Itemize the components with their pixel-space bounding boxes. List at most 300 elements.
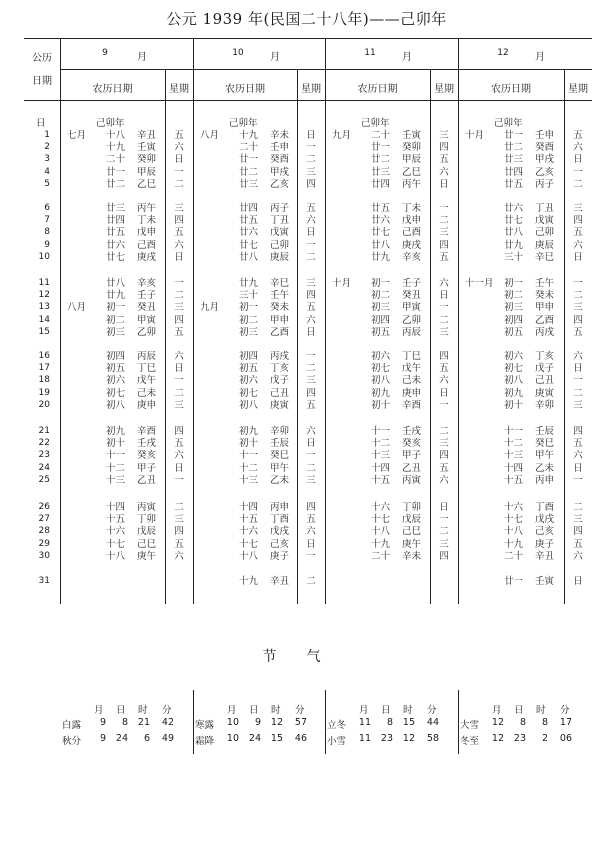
jieqi-value: 9 xyxy=(254,717,261,728)
day-header: 日 xyxy=(36,118,46,129)
ganzhi: 乙丑 xyxy=(137,474,157,486)
weekday: 一 xyxy=(174,166,184,178)
lunar-day: 十九 xyxy=(239,130,259,141)
ganzhi: 乙巳 xyxy=(137,178,157,190)
jieqi-divider xyxy=(458,690,459,754)
jieqi-header: 分 xyxy=(295,705,305,716)
lunar-day: 廿六 xyxy=(504,203,524,214)
lunar-day: 十七 xyxy=(504,514,524,526)
weekday: 五 xyxy=(174,130,184,141)
weekday: 五 xyxy=(573,227,583,239)
ganzhi: 戊子 xyxy=(270,375,290,387)
ganzhi: 丙寅 xyxy=(402,474,422,486)
weekday: 六 xyxy=(174,450,184,462)
lunar-day: 十二 xyxy=(371,438,391,450)
ganzhi: 戊申 xyxy=(137,227,157,239)
month-divider xyxy=(458,38,459,604)
weekday: 日 xyxy=(174,251,184,263)
jieqi-value: 49 xyxy=(161,733,174,744)
lunar-day: 十九 xyxy=(504,538,524,550)
ganzhi: 丁未 xyxy=(402,203,422,214)
jieqi-header: 月 xyxy=(492,705,502,716)
weekday: 二 xyxy=(573,290,583,302)
ganzhi: 庚辰 xyxy=(270,251,290,263)
lunar-day: 初五 xyxy=(504,326,524,338)
lunar-day: 十五 xyxy=(106,514,126,526)
lunar-day: 廿八 xyxy=(106,278,126,289)
weekday: 五 xyxy=(573,438,583,450)
ganzhi: 壬寅 xyxy=(402,130,422,141)
ganzhi: 丁丑 xyxy=(535,203,555,214)
lunar-day: 廿一 xyxy=(371,142,391,154)
weekday-header: 星期 xyxy=(568,84,588,95)
lunar-day: 初三 xyxy=(106,326,126,338)
lunar-day: 廿五 xyxy=(371,203,391,214)
ganzhi: 癸酉 xyxy=(270,154,290,166)
jieqi-value: 58 xyxy=(426,733,439,744)
jieqi-header: 时 xyxy=(271,705,281,716)
weekday: 四 xyxy=(174,314,184,326)
weekday: 二 xyxy=(573,387,583,399)
jieqi-value: 8 xyxy=(519,717,526,728)
ganzhi: 癸卯 xyxy=(402,142,422,154)
weekday: 三 xyxy=(174,203,184,214)
weekday: 五 xyxy=(306,514,316,526)
ganzhi: 丁巳 xyxy=(137,363,157,375)
jieqi-value: 2 xyxy=(541,733,548,744)
weekday: 日 xyxy=(573,251,583,263)
weekday: 一 xyxy=(174,375,184,387)
jieqi-value: 8 xyxy=(386,717,393,728)
lunar-day: 十六 xyxy=(371,502,391,513)
jieqi-header: 月 xyxy=(94,705,104,716)
weekday: 三 xyxy=(439,538,449,550)
lunar-day: 十一 xyxy=(106,450,126,462)
ganzhi: 庚午 xyxy=(402,538,422,550)
lunar-day: 初七 xyxy=(239,387,259,399)
month-suffix: 月 xyxy=(402,52,412,63)
lunar-day: 十三 xyxy=(106,474,126,486)
weekday: 三 xyxy=(306,375,316,387)
ganzhi: 甲申 xyxy=(270,314,290,326)
lunar-day: 初五 xyxy=(106,363,126,375)
weekday: 五 xyxy=(174,326,184,338)
lunar-day: 二十 xyxy=(504,550,524,562)
ganzhi: 己丑 xyxy=(535,375,555,387)
lunar-month-marker: 七月 xyxy=(67,130,87,141)
ganzhi: 癸丑 xyxy=(402,290,422,302)
jieqi-value: 12 xyxy=(491,733,504,744)
weekday: 日 xyxy=(573,462,583,474)
weekday: 四 xyxy=(306,502,316,513)
lunar-day: 十六 xyxy=(504,502,524,513)
lunar-day: 初六 xyxy=(106,375,126,387)
weekday-header: 星期 xyxy=(434,84,454,95)
weekday: 一 xyxy=(306,239,316,251)
ganzhi: 戊午 xyxy=(402,363,422,375)
lunar-date-header: 农历日期 xyxy=(491,84,531,95)
weekday: 一 xyxy=(439,399,449,411)
ganzhi: 己亥 xyxy=(535,526,555,538)
lunar-day: 初二 xyxy=(106,314,126,326)
lunar-day: 初二 xyxy=(371,290,391,302)
weekday: 四 xyxy=(573,314,583,326)
weekday: 一 xyxy=(306,550,316,562)
day-number: 10 xyxy=(38,251,50,262)
lunar-day: 廿二 xyxy=(239,166,259,178)
lunar-day: 廿六 xyxy=(106,239,126,251)
ganzhi: 丁未 xyxy=(137,215,157,227)
ganzhi: 癸未 xyxy=(270,302,290,314)
ganzhi: 己巳 xyxy=(137,538,157,550)
corner-label-bottom: 日期 xyxy=(32,76,52,87)
lunar-day: 十五 xyxy=(504,474,524,486)
lunar-day: 廿五 xyxy=(106,227,126,239)
jieqi-value: 12 xyxy=(270,717,283,728)
lunar-day: 十八 xyxy=(106,550,126,562)
ganzhi: 丙戌 xyxy=(535,326,555,338)
day-number: 26 xyxy=(38,502,50,512)
jieqi-name: 霜降 xyxy=(195,736,215,747)
weekday: 日 xyxy=(306,438,316,450)
weekday: 二 xyxy=(174,178,184,190)
weekday: 六 xyxy=(439,375,449,387)
lunar-date-header: 农历日期 xyxy=(92,84,133,95)
lunar-day: 初四 xyxy=(239,351,259,362)
weekday: 日 xyxy=(573,363,583,375)
day-number: 7 xyxy=(44,215,50,226)
day-number: 12 xyxy=(38,290,50,301)
ganzhi: 戊辰 xyxy=(137,526,157,538)
ganzhi: 丙子 xyxy=(535,178,555,190)
lunar-day: 十三 xyxy=(504,450,524,462)
lunar-day: 初十 xyxy=(504,399,524,411)
lunar-day: 十一 xyxy=(504,426,524,437)
weekday: 三 xyxy=(174,302,184,314)
month-suffix: 月 xyxy=(270,52,280,63)
weekday: 三 xyxy=(439,438,449,450)
corner-label-top: 公历 xyxy=(32,53,52,64)
lunar-day: 二十 xyxy=(371,550,391,562)
jieqi-name: 立冬 xyxy=(327,720,347,731)
weekday: 六 xyxy=(573,550,583,562)
ganzhi: 乙酉 xyxy=(270,326,290,338)
weekday: 四 xyxy=(306,290,316,302)
ganzhi: 乙亥 xyxy=(535,166,555,178)
jieqi-value: 8 xyxy=(121,717,128,728)
day-number: 20 xyxy=(38,399,50,410)
lunar-day: 二十 xyxy=(239,142,259,154)
day-number: 19 xyxy=(38,387,50,398)
ganzhi: 甲午 xyxy=(535,450,555,462)
ganzhi: 丁酉 xyxy=(535,502,555,513)
ganzhi: 癸亥 xyxy=(402,438,422,450)
ganzhi: 甲辰 xyxy=(402,154,422,166)
weekday: 一 xyxy=(573,474,583,486)
day-number: 21 xyxy=(38,426,50,436)
weekday: 六 xyxy=(573,142,583,154)
lunar-day: 初十 xyxy=(106,438,126,450)
weekday: 三 xyxy=(573,203,583,214)
weekday: 六 xyxy=(174,351,184,362)
lunar-month-marker: 十一月 xyxy=(465,278,494,289)
ganzhi: 辛未 xyxy=(402,550,422,562)
lunar-day: 初四 xyxy=(504,314,524,326)
lunar-day: 廿二 xyxy=(504,142,524,154)
weekday: 六 xyxy=(174,239,184,251)
ganzhi: 辛亥 xyxy=(402,251,422,263)
day-number: 30 xyxy=(38,550,50,561)
ganzhi: 辛亥 xyxy=(137,278,157,289)
jieqi-title: 节气 xyxy=(262,649,351,665)
lunar-day: 初二 xyxy=(239,314,259,326)
lunar-day: 十四 xyxy=(106,502,126,513)
lunar-day: 初一 xyxy=(239,302,259,314)
weekday: 三 xyxy=(306,278,316,289)
lunar-day: 廿七 xyxy=(504,215,524,227)
ganzhi: 壬申 xyxy=(535,130,555,141)
ganzhi: 丁卯 xyxy=(402,502,422,513)
weekday: 一 xyxy=(306,142,316,154)
weekday: 四 xyxy=(439,450,449,462)
ganzhi: 丙申 xyxy=(270,502,290,513)
weekday: 三 xyxy=(573,302,583,314)
weekday: 四 xyxy=(174,426,184,437)
ganzhi: 甲辰 xyxy=(137,166,157,178)
day-number: 18 xyxy=(38,375,50,386)
ganzhi: 乙卯 xyxy=(137,326,157,338)
weekday: 日 xyxy=(306,130,316,141)
ganzhi: 丙戌 xyxy=(270,351,290,362)
jieqi-value: 12 xyxy=(402,733,415,744)
lunar-day: 廿五 xyxy=(239,215,259,227)
lunar-day: 十八 xyxy=(504,526,524,538)
jieqi-value: 57 xyxy=(294,717,307,728)
lunar-date-header: 农历日期 xyxy=(357,84,398,95)
day-number: 24 xyxy=(38,462,50,473)
weekday: 二 xyxy=(439,215,449,227)
weekday: 四 xyxy=(573,215,583,227)
weekday: 六 xyxy=(174,142,184,154)
weekday: 四 xyxy=(573,426,583,437)
lunar-month-marker: 九月 xyxy=(200,302,220,314)
ganzhi: 丁卯 xyxy=(137,514,157,526)
jieqi-header: 分 xyxy=(427,705,437,716)
month-number: 11 xyxy=(364,48,376,58)
lunar-day: 廿三 xyxy=(371,166,391,178)
weekday: 二 xyxy=(306,251,316,263)
ganzhi: 庚戌 xyxy=(137,251,157,263)
ganzhi: 庚申 xyxy=(402,387,422,399)
lunar-day: 十八 xyxy=(239,550,259,562)
jieqi-value: 44 xyxy=(426,717,439,728)
ganzhi: 己卯 xyxy=(270,239,290,251)
day-number: 1 xyxy=(44,130,50,140)
weekday: 一 xyxy=(174,474,184,486)
weekday: 二 xyxy=(439,314,449,326)
lunar-date-header: 农历日期 xyxy=(225,84,265,95)
jieqi-value: 11 xyxy=(358,717,371,728)
jieqi-name: 冬至 xyxy=(460,736,480,747)
lunar-day: 初二 xyxy=(504,290,524,302)
lunar-day: 廿四 xyxy=(239,203,259,214)
month-suffix: 月 xyxy=(137,52,147,63)
ganzhi: 甲午 xyxy=(270,462,290,474)
weekday: 六 xyxy=(174,550,184,562)
day-number: 16 xyxy=(38,351,50,361)
lunar-day: 十二 xyxy=(106,462,126,474)
ganzhi: 辛未 xyxy=(270,130,290,141)
lunar-day: 廿一 xyxy=(504,130,524,141)
weekday: 日 xyxy=(306,538,316,550)
weekday: 六 xyxy=(439,278,449,289)
ganzhi: 壬申 xyxy=(270,142,290,154)
lunar-day: 十七 xyxy=(239,538,259,550)
lunar-day: 初九 xyxy=(504,387,524,399)
jieqi-value: 11 xyxy=(358,733,371,744)
lunar-day: 初九 xyxy=(371,387,391,399)
lunar-day: 初三 xyxy=(239,326,259,338)
lunar-day: 初十 xyxy=(239,438,259,450)
lunar-day: 廿二 xyxy=(106,178,126,190)
lunar-day: 初一 xyxy=(371,278,391,289)
lunar-day: 十七 xyxy=(371,514,391,526)
jieqi-value: 12 xyxy=(491,717,504,728)
lunar-day: 廿四 xyxy=(504,166,524,178)
jieqi-value: 06 xyxy=(559,733,572,744)
lunar-day: 二十 xyxy=(106,154,126,166)
jieqi-header: 时 xyxy=(138,705,148,716)
header-bottom-rule xyxy=(24,100,592,101)
weekday: 二 xyxy=(306,462,316,474)
ganzhi: 辛丑 xyxy=(535,550,555,562)
lunar-day: 初四 xyxy=(371,314,391,326)
ganzhi: 壬子 xyxy=(402,278,422,289)
ganzhi: 癸未 xyxy=(535,290,555,302)
jieqi-value: 8 xyxy=(541,717,548,728)
ganzhi: 壬寅 xyxy=(535,576,555,587)
day-number: 5 xyxy=(44,178,50,189)
jieqi-divider xyxy=(325,690,326,754)
day-number: 25 xyxy=(38,474,50,485)
ganzhi: 庚子 xyxy=(270,550,290,562)
ganzhi: 壬午 xyxy=(535,278,555,289)
ganzhi: 庚寅 xyxy=(270,399,290,411)
lunar-day: 廿五 xyxy=(504,178,524,190)
jieqi-header: 分 xyxy=(560,705,570,716)
jieqi-value: 9 xyxy=(99,733,106,744)
lunar-day: 十九 xyxy=(371,538,391,550)
weekday: 日 xyxy=(439,502,449,513)
ganzhi: 戊戌 xyxy=(535,514,555,526)
ganzhi: 丙申 xyxy=(535,474,555,486)
weekday: 日 xyxy=(306,227,316,239)
weekday: 五 xyxy=(306,302,316,314)
weekday: 六 xyxy=(439,166,449,178)
ganzhi: 乙卯 xyxy=(402,314,422,326)
day-number: 9 xyxy=(44,239,50,250)
lunar-day: 十三 xyxy=(239,474,259,486)
lunar-day: 十九 xyxy=(106,142,126,154)
weekday: 三 xyxy=(439,130,449,141)
lunar-day: 初八 xyxy=(371,375,391,387)
lunar-day: 十八 xyxy=(371,526,391,538)
lunar-day: 初八 xyxy=(239,399,259,411)
ganzhi: 壬戌 xyxy=(402,426,422,437)
ganzhi: 甲戌 xyxy=(535,154,555,166)
lunar-day: 初一 xyxy=(504,278,524,289)
jieqi-header: 分 xyxy=(162,705,172,716)
lunar-day: 廿七 xyxy=(239,239,259,251)
jieqi-value: 23 xyxy=(513,733,526,744)
ganzhi: 癸酉 xyxy=(535,142,555,154)
ganzhi: 戊子 xyxy=(535,363,555,375)
weekday: 二 xyxy=(573,502,583,513)
weekday: 一 xyxy=(573,166,583,178)
lunar-day: 廿一 xyxy=(239,154,259,166)
weekday: 日 xyxy=(174,363,184,375)
lunar-month-marker: 十月 xyxy=(465,130,485,141)
lunar-day: 十七 xyxy=(106,538,126,550)
ganzhi: 壬戌 xyxy=(137,438,157,450)
jieqi-header: 月 xyxy=(359,705,369,716)
day-number: 3 xyxy=(44,154,50,165)
lunar-day: 初七 xyxy=(504,363,524,375)
ganzhi: 壬子 xyxy=(137,290,157,302)
ganzhi: 戊寅 xyxy=(535,215,555,227)
ganzhi: 甲寅 xyxy=(402,302,422,314)
ganzhi: 丁亥 xyxy=(535,351,555,362)
ganzhi: 庚戌 xyxy=(402,239,422,251)
ganzhi: 戊寅 xyxy=(270,227,290,239)
weekday: 四 xyxy=(174,526,184,538)
year-label: 己卯年 xyxy=(494,118,523,129)
lunar-month-marker: 十月 xyxy=(332,278,352,289)
ganzhi: 丙寅 xyxy=(137,502,157,513)
ganzhi: 戊辰 xyxy=(402,514,422,526)
lunar-month-marker: 八月 xyxy=(200,130,220,141)
lunar-day: 廿四 xyxy=(371,178,391,190)
ganzhi: 庚子 xyxy=(535,538,555,550)
lunar-day: 初三 xyxy=(504,302,524,314)
weekday: 二 xyxy=(174,290,184,302)
lunar-day: 十三 xyxy=(371,450,391,462)
ganzhi: 丁丑 xyxy=(270,215,290,227)
ganzhi: 辛卯 xyxy=(535,399,555,411)
lunar-day: 廿九 xyxy=(106,290,126,302)
ganzhi: 己酉 xyxy=(137,239,157,251)
jieqi-name: 小雪 xyxy=(327,736,347,747)
jieqi-value: 23 xyxy=(380,733,393,744)
lunar-day: 初一 xyxy=(106,302,126,314)
jieqi-value: 15 xyxy=(402,717,415,728)
weekday: 四 xyxy=(306,387,316,399)
weekday: 日 xyxy=(174,154,184,166)
ganzhi: 壬辰 xyxy=(270,438,290,450)
lunar-day: 廿四 xyxy=(106,215,126,227)
weekday: 六 xyxy=(306,426,316,437)
lunar-day: 廿一 xyxy=(106,166,126,178)
lunar-month-marker: 九月 xyxy=(332,130,352,141)
ganzhi: 辛丑 xyxy=(137,130,157,141)
lunar-day: 廿七 xyxy=(371,227,391,239)
jieqi-header: 月 xyxy=(227,705,237,716)
weekday: 四 xyxy=(439,142,449,154)
table-top-rule xyxy=(24,38,592,39)
jieqi-value: 10 xyxy=(226,733,239,744)
lunar-day: 十二 xyxy=(239,462,259,474)
weekday: 二 xyxy=(306,363,316,375)
